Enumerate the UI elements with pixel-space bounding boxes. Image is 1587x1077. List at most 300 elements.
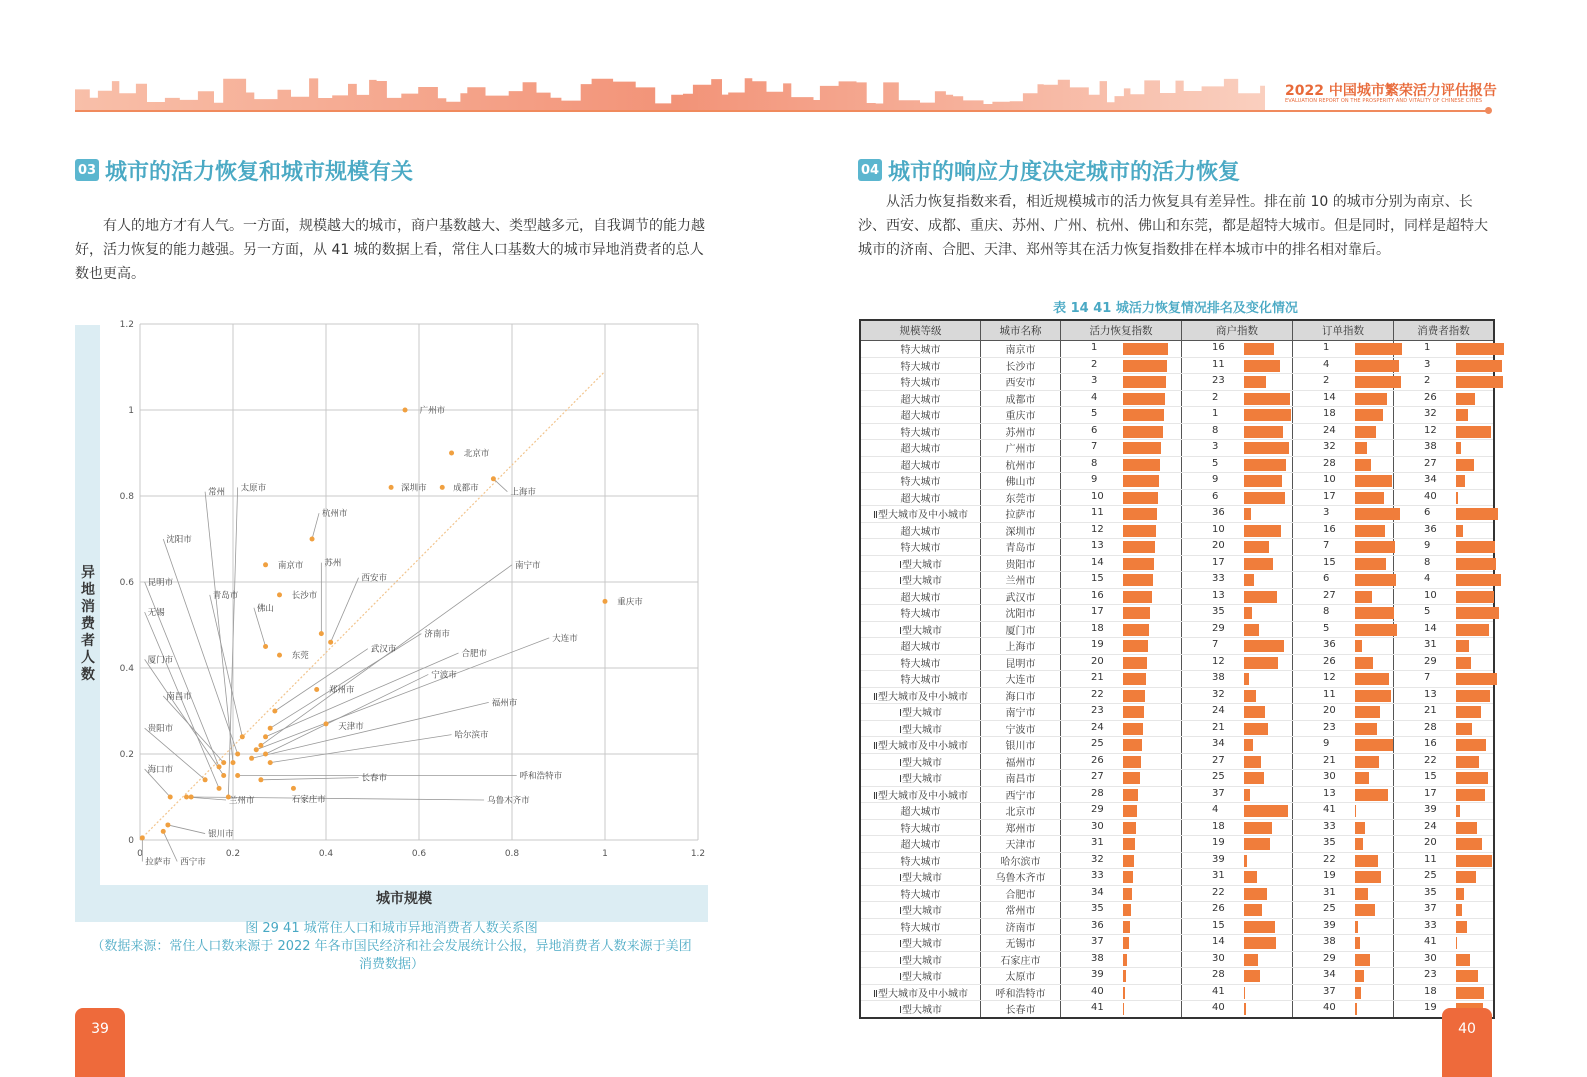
cell-metric [1293,654,1394,671]
metric-value: 8 [1212,424,1219,436]
table-row [860,555,1494,572]
header-order-index: 订单指数 [1293,320,1394,341]
data-point [235,752,240,757]
cell-metric [1182,638,1293,655]
metric-bar [1456,987,1484,999]
metric-value: 41 [1212,985,1225,997]
cell-metric [1061,440,1182,457]
data-point [263,734,268,739]
x-tick-label: 0.4 [318,849,334,859]
cell-tier: 超大城市 [860,456,981,473]
cell-metric [1394,423,1495,440]
cell-metric [1293,687,1394,704]
metric-bar [1456,360,1502,372]
cell-city: 石家庄市 [981,951,1061,968]
metric-value: 13 [1212,589,1225,601]
cell-metric [1182,951,1293,968]
point-label: 苏州 [324,558,342,569]
metric-bar [1123,937,1129,949]
cell-tier: 超大城市 [860,440,981,457]
cell-metric [1293,522,1394,539]
data-point [403,408,408,413]
point-label: 天津市 [338,722,364,733]
right-paragraph [858,190,1494,262]
cell-metric [1061,473,1182,490]
cell-metric [1061,357,1182,374]
data-point [184,795,189,800]
metric-value: 39 [1323,919,1336,931]
leader-line [205,492,233,763]
metric-value: 33 [1091,870,1104,881]
metric-value: 32 [1323,441,1336,452]
metric-bar [1456,558,1496,570]
ranking-table [859,319,1495,1019]
cell-tier: Ⅰ型大城市 [860,555,981,572]
table-row [860,786,1494,803]
metric-bar [1244,690,1256,702]
metric-bar [1123,508,1157,520]
table-row [860,605,1494,622]
metric-bar [1355,492,1384,504]
header-rule [75,110,1490,112]
metric-bar [1355,657,1373,669]
cell-metric [1394,539,1495,556]
data-point [389,485,394,490]
cell-metric [1394,803,1495,820]
table-row [860,671,1494,688]
section-title: 城市的活力恢复和城市规模有关 [105,159,414,185]
point-label: 深圳市 [401,483,427,494]
table-row [860,704,1494,721]
cell-city: 上海市 [981,638,1061,655]
leader-line [312,513,319,539]
cell-metric [1394,555,1495,572]
section-number-badge: 03 [75,159,99,181]
metric-bar [1355,723,1377,735]
cell-metric [1293,770,1394,787]
cell-metric [1061,753,1182,770]
cell-metric [1061,918,1182,935]
cell-tier: Ⅰ型大城市 [860,869,981,886]
data-point [440,485,445,490]
cell-city: 长春市 [981,1001,1061,1018]
data-point [263,562,268,567]
metric-bar [1123,1003,1124,1015]
cell-metric [1182,654,1293,671]
table-row [860,654,1494,671]
metric-bar [1244,376,1266,388]
metric-value: 17 [1091,606,1104,617]
table-row [860,951,1494,968]
table-row [860,638,1494,655]
point-label: 厦门市 [147,655,174,666]
cell-metric [1182,671,1293,688]
metric-bar [1355,805,1356,817]
cell-metric [1394,737,1495,754]
metric-value: 27 [1424,457,1437,469]
metric-value: 3 [1212,441,1219,452]
table-row [860,918,1494,935]
metric-bar [1456,690,1490,702]
metric-value: 27 [1212,754,1225,766]
metric-value: 40 [1212,1002,1225,1013]
cell-metric [1061,638,1182,655]
cell-metric [1061,819,1182,836]
metric-bar [1123,541,1155,553]
point-label: 海口市 [147,765,174,776]
metric-bar [1355,673,1389,685]
cell-metric [1293,374,1394,391]
table-row [860,473,1494,490]
metric-bar [1244,756,1261,768]
metric-bar [1123,739,1142,751]
y-tick-label: 1.2 [119,320,134,330]
cell-metric [1182,935,1293,952]
metric-value: 17 [1212,556,1225,568]
cell-tier: 超大城市 [860,390,981,407]
cell-metric [1061,1001,1182,1018]
left-section-heading [75,154,413,186]
data-point [217,786,222,791]
data-point [268,760,273,765]
trend-line [140,371,605,840]
point-label: 杭州市 [322,509,348,520]
cell-metric [1182,687,1293,704]
cell-metric [1293,506,1394,523]
metric-value: 20 [1424,837,1437,848]
data-point [268,726,273,731]
y-tick-label: 0.6 [119,578,134,588]
metric-bar [1456,954,1470,966]
metric-value: 21 [1091,672,1104,683]
metric-bar [1355,525,1385,537]
metric-value: 30 [1212,952,1225,964]
metric-value: 9 [1323,738,1330,749]
cell-tier: 超大城市 [860,588,981,605]
table-row [860,836,1494,853]
cell-metric [1061,390,1182,407]
table-row [860,357,1494,374]
data-point [449,451,454,456]
point-label: 佛山 [256,603,274,614]
metric-value: 7 [1424,672,1431,683]
metric-bar [1355,871,1381,883]
metric-bar [1123,657,1147,669]
metric-bar [1355,360,1399,372]
cell-tier: 特大城市 [860,539,981,556]
cell-metric [1182,918,1293,935]
right-section-heading [858,154,1240,186]
metric-bar [1456,393,1475,405]
metric-bar [1123,442,1161,454]
cell-tier: 超大城市 [860,803,981,820]
cell-city: 长沙市 [981,357,1061,374]
metric-value: 11 [1091,507,1104,518]
metric-bar [1123,360,1167,372]
cell-tier: Ⅰ型大城市 [860,770,981,787]
metric-value: 35 [1424,886,1437,898]
cell-metric [1293,737,1394,754]
cell-metric [1394,374,1495,391]
metric-value: 2 [1212,391,1219,403]
metric-bar [1244,706,1265,718]
cell-city: 无锡市 [981,935,1061,952]
metric-bar [1355,987,1361,999]
cell-metric [1061,720,1182,737]
metric-bar [1244,640,1284,652]
table-row [860,522,1494,539]
metric-bar [1456,657,1471,669]
metric-value: 9 [1212,474,1219,485]
metric-value: 20 [1091,655,1104,667]
table-row [860,819,1494,836]
cell-city: 乌鲁木齐市 [981,869,1061,886]
cell-tier: 特大城市 [860,605,981,622]
cell-city: 海口市 [981,687,1061,704]
cell-tier: 特大城市 [860,374,981,391]
metric-bar [1244,954,1258,966]
metric-bar [1123,805,1137,817]
cell-tier: Ⅰ型大城市 [860,720,981,737]
cell-metric [1394,770,1495,787]
metric-bar [1456,871,1476,883]
metric-value: 29 [1424,655,1437,667]
metric-value: 25 [1323,903,1336,914]
table-row [860,687,1494,704]
metric-bar [1355,690,1391,702]
cell-metric [1394,473,1495,490]
cell-metric [1061,456,1182,473]
metric-value: 24 [1091,721,1104,733]
metric-value: 27 [1323,589,1336,601]
x-tick-label: 0.8 [504,849,520,859]
metric-value: 15 [1212,919,1225,931]
cell-metric [1182,753,1293,770]
metric-value: 29 [1323,952,1336,964]
metric-bar [1244,657,1278,669]
metric-value: 28 [1424,721,1437,733]
point-label: 银川市 [208,829,234,840]
cell-metric [1394,390,1495,407]
x-tick-label: 0.2 [225,849,241,859]
data-point [189,795,194,800]
metric-bar [1244,558,1273,570]
cell-metric [1394,885,1495,902]
metric-bar [1456,409,1468,421]
leader-line [163,539,237,754]
metric-value: 4 [1323,358,1330,370]
figure-caption [75,920,708,974]
metric-bar [1123,987,1125,999]
cell-metric [1061,869,1182,886]
table-caption: 表 14 41 城活力恢复情况排名及变化情况 [1053,301,1298,316]
metric-value: 41 [1323,804,1336,815]
cell-metric [1182,852,1293,869]
metric-bar [1123,888,1132,900]
point-label: 长沙市 [291,590,318,601]
cell-tier: 特大城市 [860,918,981,935]
metric-bar [1456,591,1494,603]
metric-value: 10 [1212,523,1225,535]
metric-bar [1456,723,1472,735]
metric-value: 36 [1212,507,1225,518]
metric-value: 25 [1424,870,1437,881]
metric-bar [1244,888,1267,900]
metric-value: 33 [1323,820,1336,832]
cell-metric [1394,902,1495,919]
leader-line [168,825,205,834]
metric-bar [1244,921,1275,933]
metric-value: 19 [1424,1002,1437,1013]
metric-bar [1123,690,1145,702]
metric-value: 5 [1091,408,1098,419]
metric-bar [1456,508,1498,520]
metric-bar [1123,855,1134,867]
metric-value: 26 [1323,655,1336,667]
point-label: 武汉市 [370,644,397,655]
metric-value: 19 [1091,639,1104,650]
metric-value: 38 [1212,672,1225,683]
metric-value: 16 [1091,589,1104,601]
table-row [860,968,1494,985]
data-point [291,786,296,791]
metric-value: 19 [1212,837,1225,848]
metric-bar [1355,937,1360,949]
cell-metric [1394,522,1495,539]
data-point [277,592,282,597]
cell-tier: 特大城市 [860,654,981,671]
metric-value: 20 [1212,540,1225,551]
metric-bar [1244,409,1291,421]
point-label: 福州市 [491,698,518,709]
metric-bar [1355,706,1380,718]
metric-bar [1244,492,1285,504]
metric-bar [1244,772,1264,784]
metric-value: 11 [1212,358,1225,370]
metric-value: 10 [1424,589,1437,601]
metric-bar [1244,360,1280,372]
cell-metric [1394,968,1495,985]
metric-bar [1355,574,1396,586]
metric-value: 30 [1323,771,1336,782]
metric-bar [1244,789,1250,801]
metric-bar [1244,574,1254,586]
table-row [860,869,1494,886]
data-point [603,599,608,604]
cell-metric [1293,473,1394,490]
cell-tier: Ⅱ型大城市及中小城市 [860,687,981,704]
data-point [231,760,236,765]
metric-bar [1244,343,1274,355]
metric-bar [1123,591,1152,603]
metric-value: 11 [1424,853,1437,865]
cell-metric [1182,704,1293,721]
cell-metric [1061,506,1182,523]
cell-metric [1293,753,1394,770]
metric-bar [1355,1003,1357,1015]
cell-metric [1394,951,1495,968]
cell-city: 昆明市 [981,654,1061,671]
cell-metric [1061,803,1182,820]
cell-city: 广州市 [981,440,1061,457]
metric-value: 24 [1323,424,1336,436]
metric-bar [1456,442,1461,454]
metric-value: 41 [1091,1002,1104,1013]
metric-bar [1123,822,1136,834]
cell-metric [1061,984,1182,1001]
metric-bar [1456,541,1495,553]
metric-value: 13 [1323,787,1336,799]
y-tick-label: 0.2 [119,750,134,760]
metric-value: 23 [1091,705,1104,716]
metric-bar [1123,492,1158,504]
metric-value: 33 [1212,573,1225,584]
cell-city: 天津市 [981,836,1061,853]
metric-value: 17 [1323,490,1336,502]
cell-city: 郑州市 [981,819,1061,836]
table-row [860,770,1494,787]
point-label: 昆明市 [147,578,174,588]
cell-city: 银川市 [981,737,1061,754]
metric-bar [1456,838,1482,850]
data-point [217,764,222,769]
metric-bar [1244,838,1270,850]
metric-value: 28 [1323,457,1336,469]
cell-metric [1061,836,1182,853]
table-row [860,539,1494,556]
metric-value: 33 [1424,919,1437,931]
metric-bar [1123,607,1150,619]
metric-value: 24 [1424,820,1437,832]
cell-metric [1182,1001,1293,1018]
table-row [860,588,1494,605]
cell-metric [1061,539,1182,556]
point-label: 广州市 [419,406,446,416]
left-paragraph [75,214,711,286]
metric-value: 31 [1323,886,1336,898]
cell-tier: 超大城市 [860,522,981,539]
cell-city: 深圳市 [981,522,1061,539]
x-axis-label: 城市规模 [376,891,432,907]
metric-bar [1123,459,1160,471]
metric-bar [1123,838,1135,850]
cell-metric [1182,341,1293,358]
metric-bar [1123,409,1164,421]
cell-metric [1182,869,1293,886]
metric-value: 32 [1212,688,1225,700]
metric-bar [1123,954,1127,966]
metric-bar [1456,739,1486,751]
metric-value: 19 [1323,870,1336,881]
metric-value: 16 [1323,523,1336,535]
point-label: 大连市 [552,633,578,644]
metric-bar [1123,772,1140,784]
metric-value: 13 [1091,540,1104,551]
table-row [860,423,1494,440]
metric-bar [1355,921,1358,933]
data-point [272,709,277,714]
cell-metric [1293,671,1394,688]
cell-metric [1182,885,1293,902]
data-point [254,747,259,752]
metric-value: 26 [1424,391,1437,403]
metric-value: 3 [1091,375,1098,386]
point-label: 贵阳市 [147,724,174,735]
cell-metric [1061,572,1182,589]
metric-bar [1123,558,1154,570]
cell-metric [1293,341,1394,358]
metric-value: 26 [1212,903,1225,914]
